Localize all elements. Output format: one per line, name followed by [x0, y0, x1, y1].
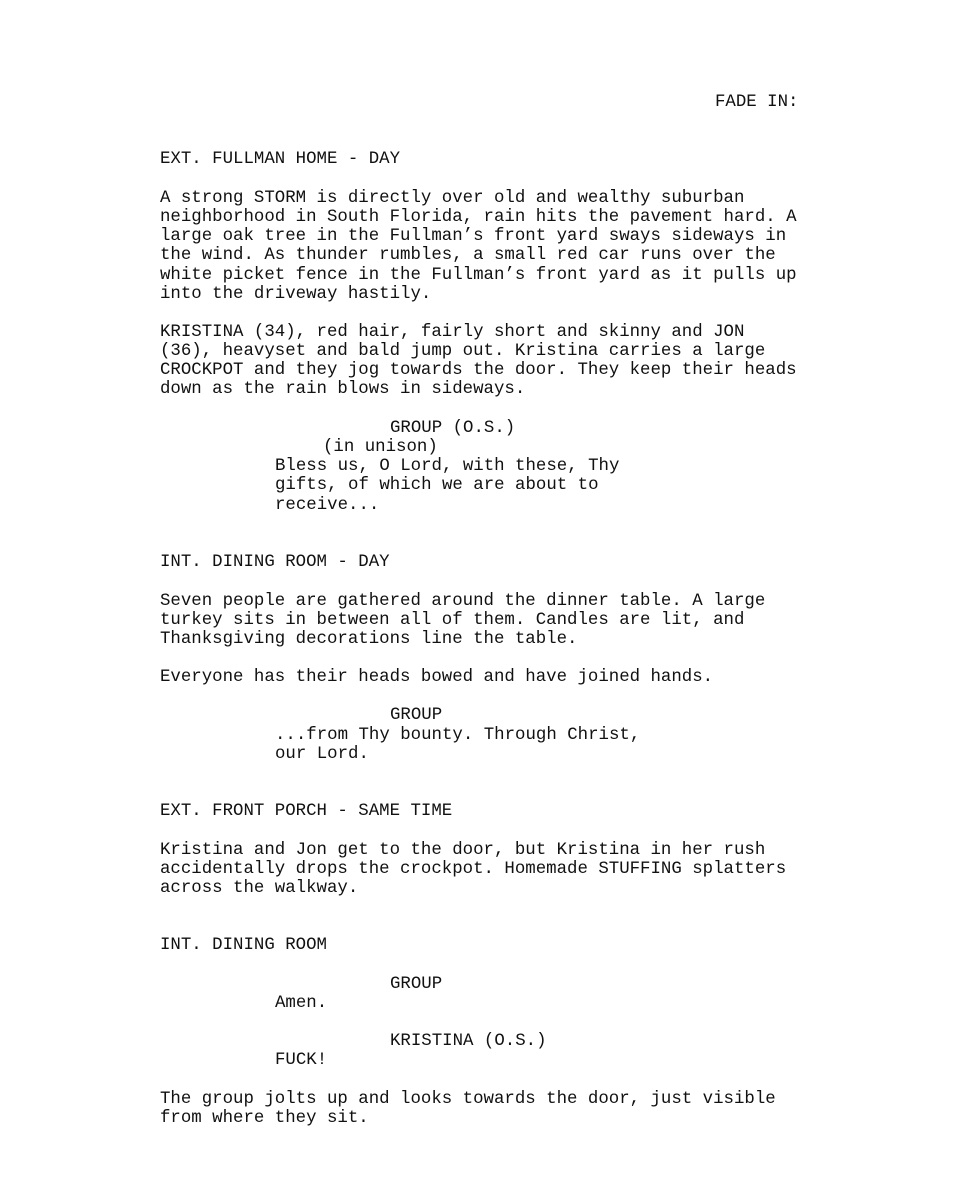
- dialogue-line: receive...: [275, 496, 380, 515]
- action-line: neighborhood in South Florida, rain hits the pavement hard. A: [160, 208, 797, 227]
- action-line: Kristina and Jon get to the door, but Kristina in her rush: [160, 841, 766, 860]
- action-line: Everyone has their heads bowed and have joined hands.: [160, 668, 714, 687]
- transition-fade-in: FADE IN:: [715, 93, 799, 112]
- scene-heading: INT. DINING ROOM - DAY: [160, 553, 390, 572]
- action-line: large oak tree in the Fullman’s front yard sways sideways in: [160, 227, 787, 246]
- action-line: KRISTINA (34), red hair, fairly short and skinny and JON: [160, 323, 745, 342]
- action-line: CROCKPOT and they jog towards the door. They keep their heads: [160, 361, 797, 380]
- character-name: GROUP: [390, 706, 443, 725]
- action-line: into the driveway hastily.: [160, 285, 432, 304]
- action-line: from where they sit.: [160, 1109, 369, 1128]
- dialogue-line: gifts, of which we are about to: [275, 476, 599, 495]
- action-line: the wind. As thunder rumbles, a small red car runs over the: [160, 246, 776, 265]
- scene-heading: EXT. FULLMAN HOME - DAY: [160, 150, 401, 169]
- action-line: The group jolts up and looks towards the door, just visible: [160, 1090, 776, 1109]
- scene-heading: INT. DINING ROOM: [160, 936, 327, 955]
- action-line: white picket fence in the Fullman’s front yard as it pulls up: [160, 266, 797, 285]
- action-line: turkey sits in between all of them. Candles are lit, and: [160, 611, 745, 630]
- dialogue-line: Amen.: [275, 994, 328, 1013]
- character-name: KRISTINA (O.S.): [390, 1032, 547, 1051]
- action-line: across the walkway.: [160, 879, 359, 898]
- dialogue-line: Bless us, O Lord, with these, Thy: [275, 457, 620, 476]
- scene-heading: EXT. FRONT PORCH - SAME TIME: [160, 802, 453, 821]
- parenthetical: (in unison): [323, 438, 438, 457]
- action-line: Thanksgiving decorations line the table.: [160, 630, 578, 649]
- dialogue-line: FUCK!: [275, 1051, 328, 1070]
- action-line: accidentally drops the crockpot. Homemade STUFFING splatters: [160, 860, 787, 879]
- character-name: GROUP (O.S.): [390, 419, 516, 438]
- action-line: Seven people are gathered around the dinner table. A large: [160, 592, 766, 611]
- action-line: down as the rain blows in sideways.: [160, 380, 526, 399]
- action-line: A strong STORM is directly over old and wealthy suburban: [160, 189, 745, 208]
- dialogue-line: ...from Thy bounty. Through Christ,: [275, 726, 641, 745]
- action-line: (36), heavyset and bald jump out. Kristina carries a large: [160, 342, 766, 361]
- character-name: GROUP: [390, 975, 443, 994]
- dialogue-line: our Lord.: [275, 745, 369, 764]
